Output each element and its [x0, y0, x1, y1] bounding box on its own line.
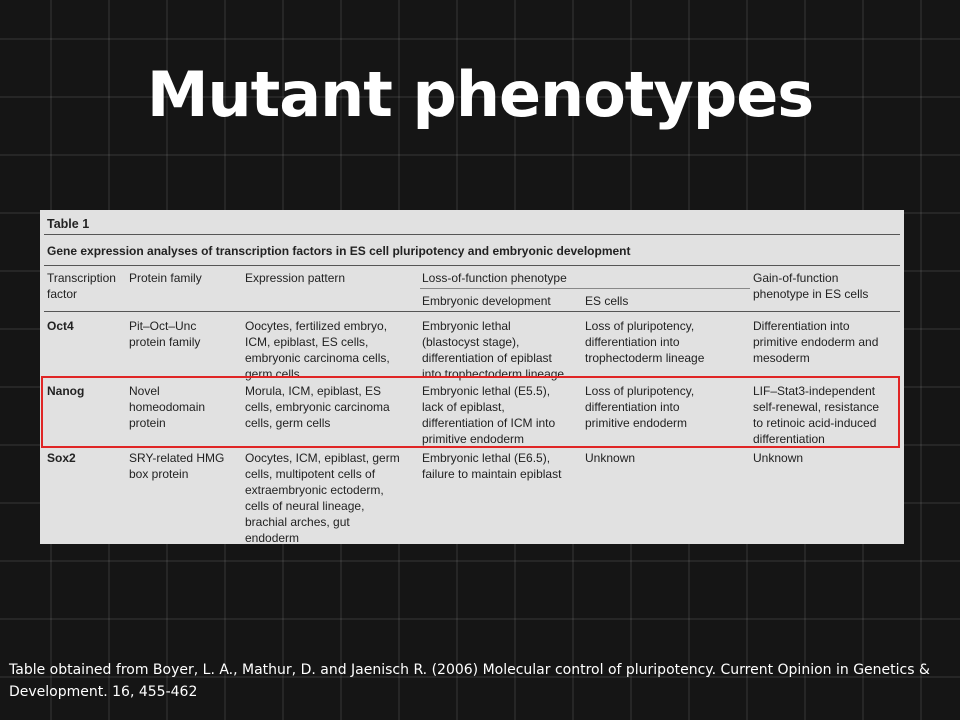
row-oct4-embryonic: Embryonic lethal (blastocyst stage), differentiation of epiblast into trophectoderm lineage — [422, 319, 565, 381]
header-embryonic-development: Embryonic development — [422, 294, 551, 308]
row-sox2-tf: Sox2 — [47, 451, 76, 465]
row-sox2-es-cells: Unknown — [585, 451, 636, 465]
nanog-row-highlight — [41, 376, 900, 448]
table-label: Table 1 — [47, 217, 90, 231]
row-sox2-gain-of-function: Unknown — [753, 451, 804, 465]
row-nanog-expression: Morula, ICM, epiblast, ES cells, embryonic carcinoma cells, germ cells — [245, 384, 390, 430]
row-oct4-es-cells: Loss of pluripotency, differentiation into trophectoderm lineage — [585, 319, 705, 365]
table-rule-caption — [44, 265, 900, 266]
header-es-cells: ES cells — [585, 294, 629, 308]
header-lof-rule — [420, 288, 750, 289]
row-nanog-gain-of-function: LIF–Stat3-independent self-renewal, resistance to retinoic acid-induced differentiation — [753, 384, 880, 446]
header-expression-pattern: Expression pattern — [245, 271, 346, 285]
row-nanog-family: Novel homeodomain protein — [129, 384, 206, 430]
row-sox2-expression: Oocytes, ICM, epiblast, germ cells, multipotent cells of extraembryonic ectoderm, cells of neural lineage, brachial arches, gut endoderm — [245, 451, 400, 544]
table-rule-top — [44, 234, 900, 235]
row-sox2-family: SRY-related HMG box protein — [129, 451, 225, 481]
row-oct4-family: Pit–Oct–Unc protein family — [129, 319, 201, 349]
row-nanog-embryonic: Embryonic lethal (E5.5), lack of epiblast, differentiation of ICM into primitive endoderm — [422, 384, 556, 446]
citation-text: Table obtained from Boyer, L. A., Mathur, D. and Jaenisch R. (2006) Molecular control of pluripotency. Current Opinion in Genetics & Development. 16, 455-462 — [9, 662, 930, 700]
row-oct4-expression: Oocytes, fertilized embryo, ICM, epiblast, ES cells, embryonic carcinoma cells, germ cells — [245, 319, 390, 381]
table-rule-header — [44, 311, 900, 312]
header-transcription-factor: Transcription factor — [47, 271, 116, 301]
row-sox2-embryonic: Embryonic lethal (E6.5), failure to maintain epiblast — [422, 451, 562, 481]
header-gain-of-function: Gain-of-function phenotype in ES cells — [753, 271, 869, 301]
slide-title: Mutant phenotypes — [146, 58, 814, 131]
header-loss-of-function: Loss-of-function phenotype — [422, 271, 567, 285]
row-nanog-tf: Nanog — [47, 384, 85, 398]
table-figure — [40, 210, 904, 544]
row-oct4-gain-of-function: Differentiation into primitive endoderm and mesoderm — [753, 319, 879, 365]
row-nanog-es-cells: Loss of pluripotency, differentiation into primitive endoderm — [585, 384, 695, 430]
row-oct4-tf: Oct4 — [47, 319, 74, 333]
table-caption: Gene expression analyses of transcription factors in ES cell pluripotency and embryonic development — [47, 244, 631, 258]
header-protein-family: Protein family — [129, 271, 202, 285]
